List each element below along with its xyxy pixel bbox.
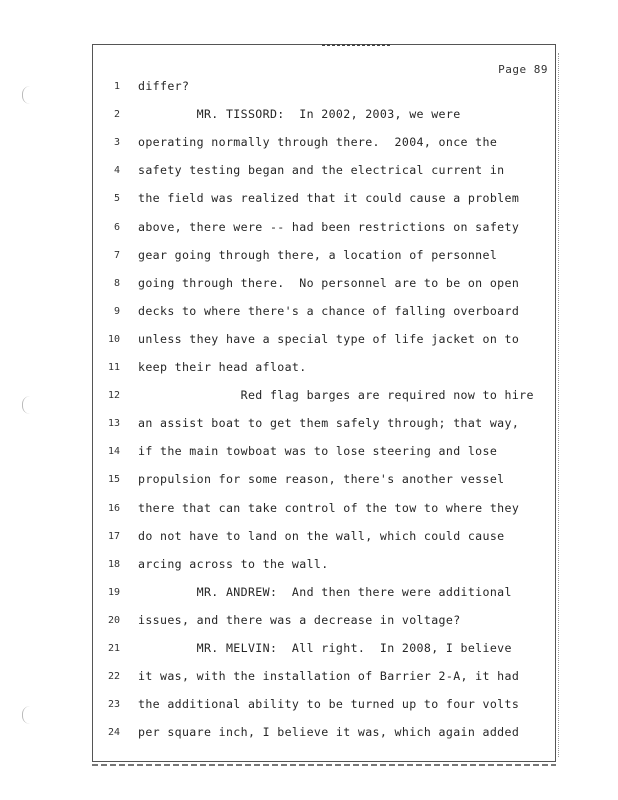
line-number: 10 [107,333,120,345]
line-text: gear going through there, a location of personnel [138,247,498,262]
line-text: it was, with the installation of Barrier 2-A, it had [138,669,520,684]
transcript-line [92,276,556,296]
line-text: MR. TISSORD: In 2002, 2003, we were [138,107,461,122]
transcript-line [92,191,556,211]
line-number: 14 [107,446,120,458]
transcript-line [92,641,556,661]
transcript-line [92,304,556,324]
line-number: 11 [107,362,120,373]
transcript-line [92,697,556,717]
line-text: unless they have a special type of life jacket on to [138,331,520,346]
transcript-line [92,163,556,183]
line-number: 9 [113,305,120,317]
line-number: 23 [107,699,120,711]
transcript-line [92,585,556,605]
line-number: 18 [107,558,120,570]
transcript-line [92,416,556,436]
line-text: going through there. No personnel are to be on open [138,275,520,290]
line-text: if the main towboat was to lose steering and lose [138,444,498,459]
line-number: 21 [107,643,120,654]
line-text: keep their head afloat. [138,360,307,374]
transcript-line [92,360,556,380]
transcript-line [92,557,556,577]
punch-hole-mark [22,86,33,104]
line-text: the additional ability to be turned up to four volts [138,697,520,712]
line-number: 16 [107,502,120,514]
page-number: Page 89 [498,63,548,76]
transcript-line [92,135,556,155]
line-number: 3 [113,137,120,149]
transcript-line [92,248,556,268]
line-text: do not have to land on the wall, which could cause [138,528,505,543]
line-text: per square inch, I believe it was, which again added [138,725,520,740]
transcript-line [92,388,556,408]
transcript-line [92,107,556,127]
line-text: Red flag barges are required now to hire [138,388,534,403]
line-text: decks to where there's a chance of falling overboard [138,303,520,318]
line-number: 22 [107,671,120,683]
line-number: 2 [113,109,120,121]
line-text: an assist boat to get them safely through; that way, [138,416,520,431]
line-text: MR. ANDREW: And then there were additional [138,584,512,599]
line-text: MR. MELVIN: All right. In 2008, I believe [138,641,512,655]
transcript-line [92,725,556,745]
line-number: 19 [107,586,120,598]
line-text: differ? [138,79,190,93]
bottom-scan-rule [92,764,556,766]
line-text: above, there were -- had been restrictions on safety [138,219,520,234]
transcript-line [92,220,556,240]
line-number: 12 [107,390,120,402]
line-text: issues, and there was a decrease in voltage? [138,612,461,627]
line-number: 13 [107,418,120,430]
transcript-line [92,472,556,492]
line-number: 17 [107,530,120,542]
transcript-line [92,501,556,521]
line-number: 4 [113,165,120,177]
transcript-line [92,669,556,689]
transcript-line [92,79,556,99]
line-number: 8 [113,277,120,289]
line-number: 15 [107,474,120,486]
line-number: 5 [113,193,120,205]
transcript-line [92,444,556,464]
line-number: 7 [113,249,120,261]
punch-hole-mark [22,706,33,724]
line-text: safety testing began and the electrical current in [138,163,505,178]
line-number: 1 [113,81,120,92]
line-text: propulsion for some reason, there's another vessel [138,472,505,487]
line-number: 6 [113,221,120,233]
top-scan-mark [322,44,392,46]
transcript-line [92,332,556,352]
transcript-line [92,529,556,549]
line-text: arcing across to the wall. [138,556,329,571]
punch-hole-mark [22,396,33,414]
line-number: 20 [107,614,120,626]
line-text: there that can take control of the tow to where they [138,500,520,515]
transcript-line [92,613,556,633]
line-text: operating normally through there. 2004, once the [138,135,498,150]
line-number: 24 [107,727,120,739]
line-text: the field was realized that it could cause a problem [138,191,520,206]
